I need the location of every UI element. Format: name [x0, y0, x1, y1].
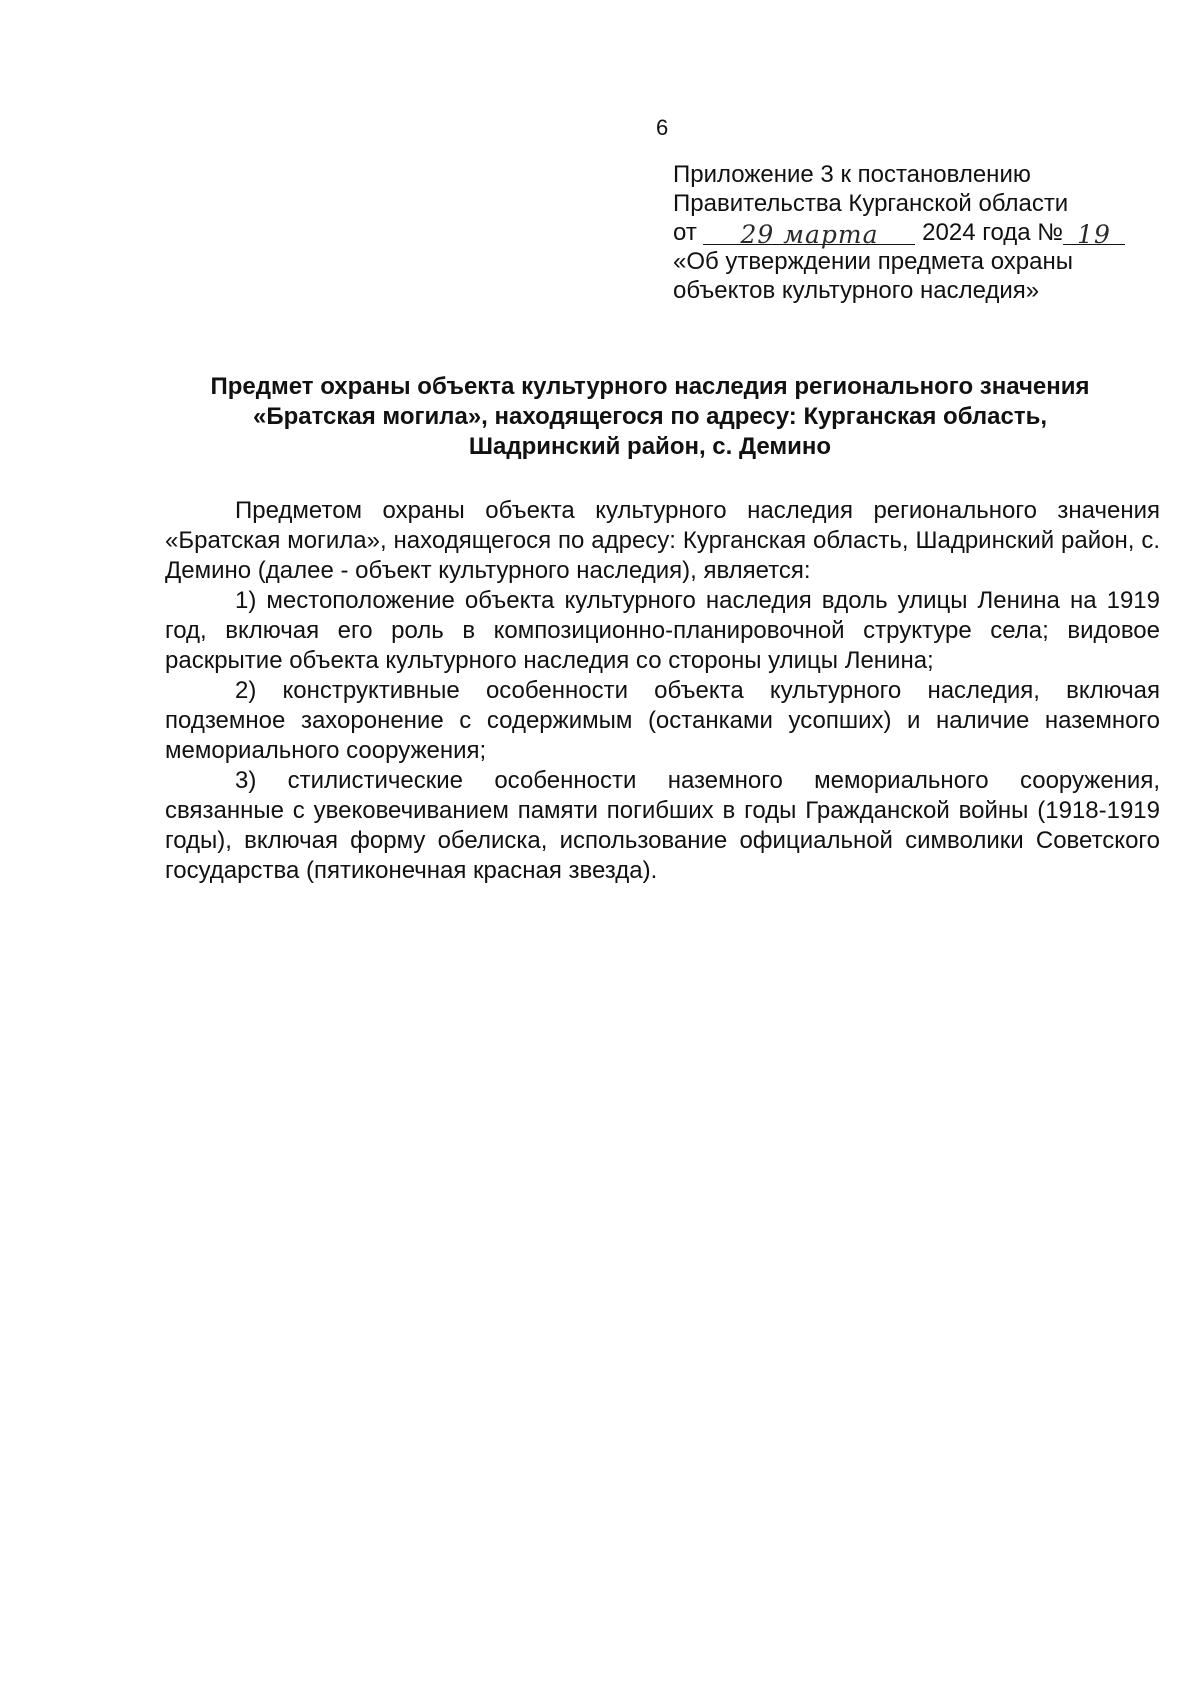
title-line-1: Предмет охраны объекта культурного наследия регионального значения [210, 373, 1090, 400]
appendix-line-2: Правительства Курганской области [673, 190, 1069, 217]
year-text: 2024 года № [922, 219, 1064, 246]
list-item: 3) стилистические особенности наземного мемориального сооружения, связанные с увековечиванием памяти погибших в годы Гражданской войны (1918-1919 годы), включая форму обелиска, использование официальной символики Советского государства (пятиконечная красная звезда). [165, 767, 1160, 884]
handwritten-date [703, 220, 915, 249]
appendix-header [673, 160, 1143, 305]
handwritten-number-text: 19 [1077, 220, 1111, 249]
document-body [165, 496, 1160, 886]
title-line-2: «Братская могила», находящегося по адресу: Курганская область, [252, 403, 1048, 430]
appendix-line-4: «Об утверждении предмета охраны [673, 248, 1073, 275]
appendix-date-line [673, 218, 1143, 247]
title-line-3: Шадринский район, с. Демино [468, 433, 832, 460]
document-title [150, 372, 1150, 462]
page-number: 6 [656, 115, 669, 140]
appendix-line-5: объектов культурного наследия» [673, 277, 1040, 304]
appendix-line-1: Приложение 3 к постановлению [673, 161, 1031, 188]
handwritten-number [1063, 220, 1125, 249]
intro-paragraph: Предметом охраны объекта культурного наследия регионального значения «Братская могила», находящегося по адресу: Курганская область, Шадринский район, с. Демино (далее - объект культурного наследия), является: [165, 497, 1160, 584]
list-item: 1) местоположение объекта культурного наследия вдоль улицы Ленина на 1919 год, включая его роль в композиционно-планировочной структуре села; видовое раскрытие объекта культурного наследия со стороны улицы Ленина; [165, 587, 1160, 674]
list-item: 2) конструктивные особенности объекта культурного наследия, включая подземное захоронение с содержимым (останками усопших) и наличие наземного мемориального сооружения; [165, 677, 1160, 764]
date-prefix: от [673, 219, 697, 246]
handwritten-date-text: 29 марта [740, 220, 879, 249]
